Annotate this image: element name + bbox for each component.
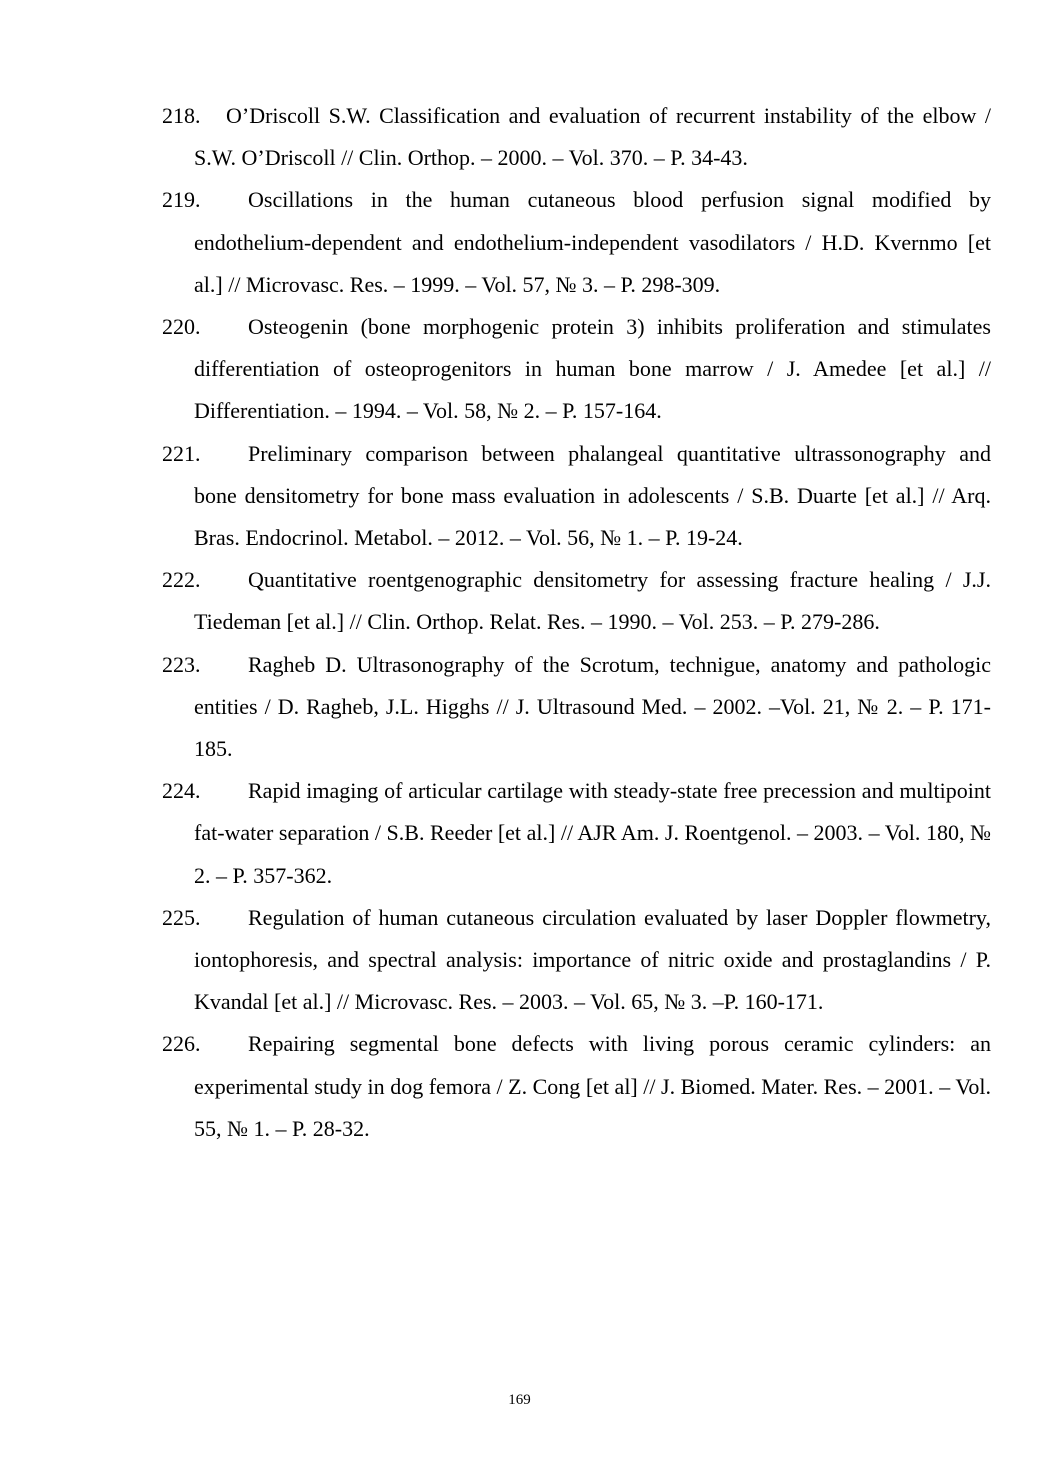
reference-number: 225. [162,904,201,930]
reference-item [162,306,991,433]
reference-number: 218. [162,103,201,128]
reference-item [162,770,991,897]
reference-number: 223. [162,651,201,677]
reference-text: Preliminary comparison between phalangeal quantitative ultrassonography and bone densitometry for bone mass evaluation in adolescents / S.B. Duarte [et al.] // Arq. Bras. Endocrinol. Metabol. – 2012. – Vol. 56, № 1. – P. 19-24. [194,440,991,551]
reference-text: Rapid imaging of articular cartilage with steady-state free precession and multipoint fat-water separation / S.B. Reeder [et al.] // AJR Am. J. Roentgenol. – 2003. – Vol. 180, № 2. – P. 357-362. [194,778,991,888]
reference-text: O’Driscoll S.W. Classification and evaluation of recurrent instability of the elbow / S.W. O’Driscoll // Clin. Orthop. – 2000. – Vol. 370. – P. 34-43. [194,103,991,171]
reference-item [162,644,991,771]
reference-number: 220. [162,314,201,340]
reference-number: 226. [162,1031,201,1057]
page-number: 169 [508,1392,531,1408]
reference-text: Repairing segmental bone defects with living porous ceramic cylinders: an experimental study in dog femora / Z. Cong [et al] // J. Biomed. Mater. Res. – 2001. – Vol. 55, № 1. – P. 28-32. [194,1031,991,1141]
reference-number: 224. [162,778,201,804]
reference-text: Osteogenin (bone morphogenic protein 3) inhibits proliferation and stimulates differentiation of osteoprogenitors in human bone marrow / J. Amedee [et al.] // Differentiation. – 1994. – Vol. 58, № 2. – P. 157-164. [194,314,991,424]
reference-text: Quantitative roentgenographic densitometry for assessing fracture healing / J.J. Tiedeman [et al.] // Clin. Orthop. Relat. Res. – 1990. – Vol. 253. – P. 279-286. [194,567,991,635]
reference-number: 219. [162,187,201,213]
reference-number: 222. [162,567,201,593]
reference-text: Oscillations in the human cutaneous blood perfusion signal modified by endothelium-dependent and endothelium-independent vasodilators / H.D. Kvernmo [et al.] // Microvasc. Res. – 1999. – Vol. 57, № 3. – P. 298-309. [194,187,991,297]
reference-item [162,1023,991,1150]
reference-item [162,897,991,1024]
reference-text: Regulation of human cutaneous circulation evaluated by laser Doppler flowmetry, iontophoresis, and spectral analysis: importance of nitric oxide and prostaglandins / P. Kvandal [et al.] // Microvasc. Res. – 2003. – Vol. 65, № 3. –P. 160-171. [194,904,991,1015]
reference-number: 221. [162,440,201,466]
reference-item [162,559,991,643]
reference-text: Ragheb D. Ultrasonography of the Scrotum, technigue, anatomy and pathologic entities / D. Ragheb, J.L. Higghs // J. Ultrasound Med. – 2002. –Vol. 21, № 2. – P. 171-185. [194,651,991,762]
reference-item [162,95,991,179]
reference-item [162,433,991,560]
reference-item [162,179,991,306]
reference-list [162,95,991,1150]
